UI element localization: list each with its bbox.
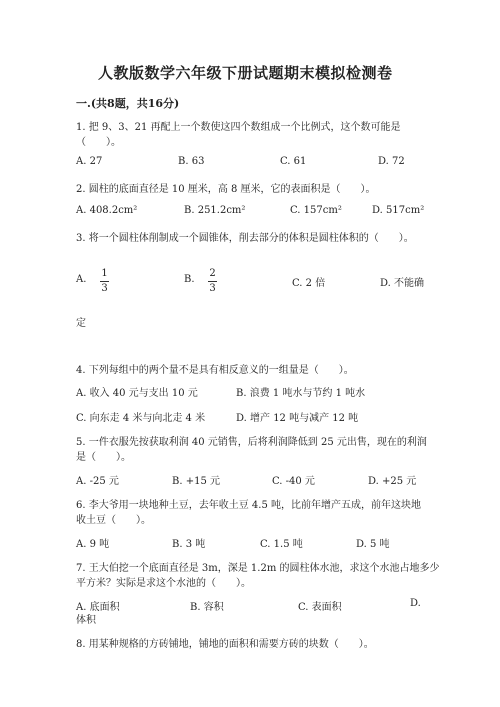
question-text-cont: 平方米？实际是求这个水池的（ ）。 <box>76 578 251 589</box>
option-d[interactable]: D. 5 吨 <box>356 539 390 550</box>
page-title: 人教版数学六年级下册试题期末模拟检测卷 <box>98 64 393 82</box>
option-a[interactable]: A. -25 元 <box>76 476 119 487</box>
option-d[interactable]: D. 517cm² <box>372 205 425 216</box>
option-c[interactable]: C. 61 <box>280 156 307 167</box>
fraction-two-thirds <box>208 268 217 295</box>
option-b[interactable]: B. +15 元 <box>172 476 220 487</box>
question-text: 2. 圆柱的底面直径是 10 厘米，高 8 厘米，它的表面积是（ ）。 <box>76 184 376 195</box>
fraction-bar <box>100 281 109 282</box>
option-d[interactable]: D. <box>410 598 421 609</box>
option-b[interactable]: B. 251.2cm² <box>184 205 246 216</box>
option-a[interactable]: A. 9 吨 <box>76 539 110 550</box>
option-c[interactable]: C. 向东走 4 米与向北走 4 米 <box>76 413 206 424</box>
question-text: 1. 把 9、3、21 再配上一个数使这四个数组成一个比例式，这个数可能是 <box>76 122 401 133</box>
option-d[interactable]: D. +25 元 <box>368 476 417 487</box>
question-text: 4. 下列每组中的两个量不是具有相反意义的一组量是（ ）。 <box>76 365 354 376</box>
question-text: 8. 用某种规格的方砖铺地，铺地的面积和需要方砖的块数（ ）。 <box>76 639 374 650</box>
option-prefix: B. <box>184 274 195 285</box>
option-b[interactable]: B. 3 吨 <box>172 539 206 550</box>
fraction-bar <box>208 281 217 282</box>
numerator: 1 <box>101 268 108 279</box>
question-text-cont: 是（ ）。 <box>76 452 131 463</box>
option-c[interactable]: C. 1.5 吨 <box>260 539 303 550</box>
option-d-cont: 定 <box>76 318 86 329</box>
option-d[interactable]: D. 不能确 <box>380 278 425 289</box>
question-text-cont: 收土豆（ ）。 <box>76 515 151 526</box>
question-text-cont: （ ）。 <box>76 137 121 148</box>
option-a[interactable]: A. 收入 40 元与支出 10 元 <box>76 388 198 399</box>
option-a[interactable]: A. 底面积 <box>76 602 120 613</box>
option-a[interactable]: A. 408.2cm² <box>76 205 138 216</box>
option-b[interactable]: B. 浪费 1 吨水与节约 1 吨水 <box>236 388 366 399</box>
option-d[interactable]: D. 增产 12 吨与减产 12 吨 <box>236 413 359 424</box>
option-c[interactable]: C. 表面积 <box>298 602 342 613</box>
question-text: 5. 一件衣服先按获取利润 40 元销售，后将利润降低到 25 元出售，现在的利润 <box>76 437 427 448</box>
option-d[interactable]: D. 72 <box>378 156 405 167</box>
numerator: 2 <box>209 268 216 279</box>
option-prefix: A. <box>76 274 87 285</box>
question-text: 6. 李大爷用一块地种土豆，去年收土豆 4.5 吨，比前年增产五成，前年这块地 <box>76 500 421 511</box>
option-c[interactable]: C. -40 元 <box>272 476 315 487</box>
denominator: 3 <box>101 283 108 294</box>
option-a[interactable]: A. 27 <box>76 156 103 167</box>
option-d-cont: 体积 <box>76 615 96 626</box>
section-heading: 一.(共8题，共16分) <box>76 97 180 110</box>
question-text: 7. 王大伯挖一个底面直径是 3m，深是 1.2m 的圆柱体水池，求这个水池占地多少 <box>76 563 440 574</box>
option-c[interactable]: C. 157cm² <box>290 205 342 216</box>
question-text: 3. 将一个圆柱体削制成一个圆锥体，削去部分的体积是圆柱体积的（ ）。 <box>76 233 414 244</box>
denominator: 3 <box>209 283 216 294</box>
option-b[interactable]: B. 63 <box>178 156 205 167</box>
fraction-one-third <box>100 268 109 295</box>
option-b[interactable]: B. 容积 <box>190 602 224 613</box>
option-c[interactable]: C. 2 倍 <box>292 278 326 289</box>
